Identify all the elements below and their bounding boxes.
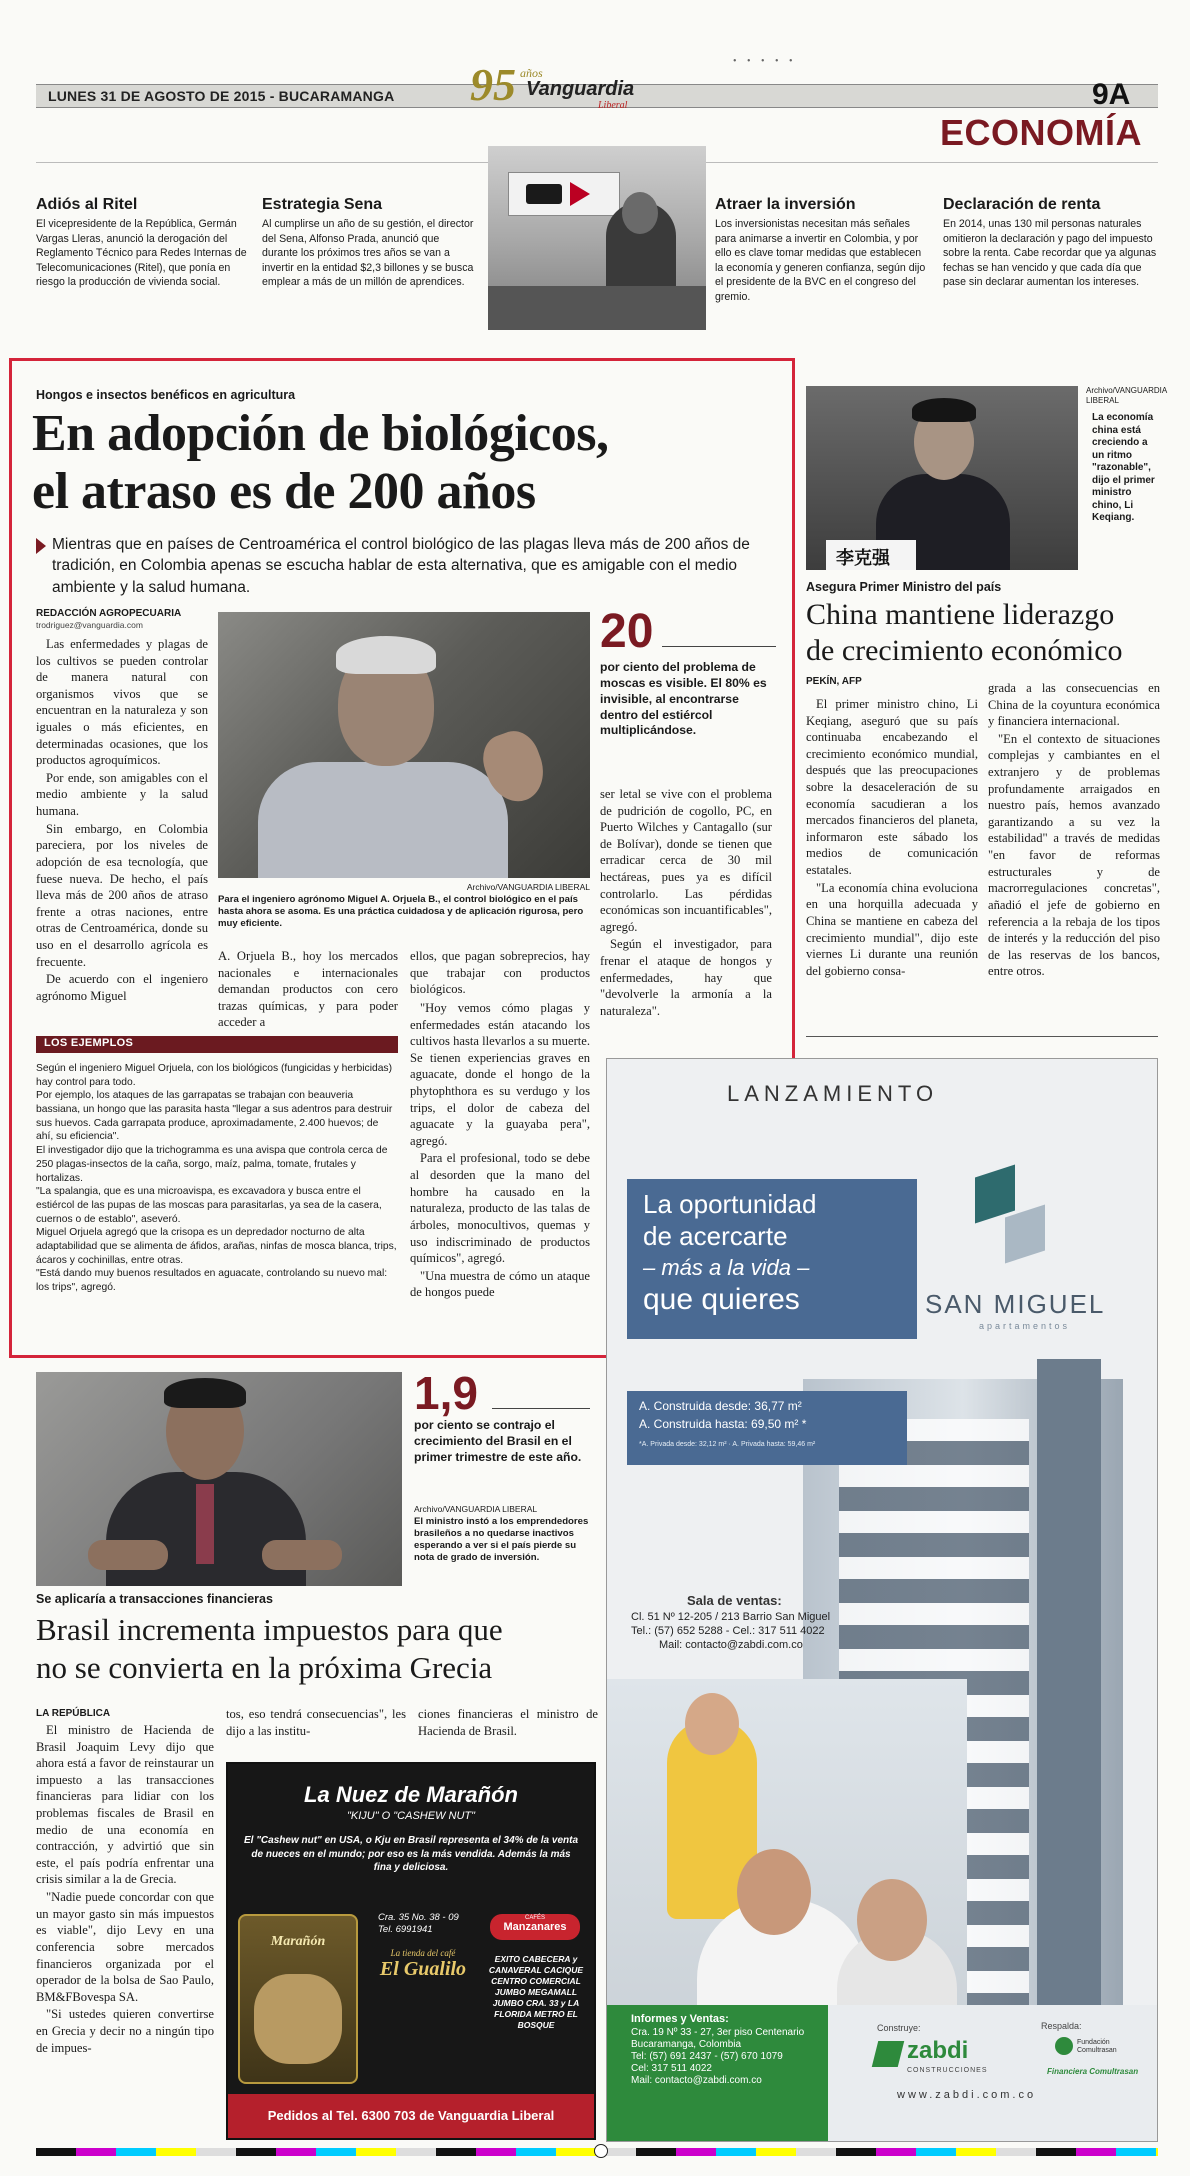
newspaper-logo [470,59,660,114]
ad-san-miguel[interactable] [606,1058,1158,2142]
sales-line-2: Tel.: (57) 652 5288 - Cel.: 317 511 4022 [631,1625,825,1637]
examples-box [36,1062,398,1295]
paragraph: El ministro de Hacienda de Brasil Joaquim Levy dijo que ahora está a favor de reinstaurar un impuesto a las transacciones financieras para lidiar con los problemas fiscales de Brasil en medio de una economía en contracción, y advirtió que sin este, el país podría enfrentar una crisis similar a la de Grecia. [36,1723,214,1887]
li-hair [912,398,976,422]
lectern [488,286,706,330]
li-photo-credit: Archivo/VANGUARDIA LIBERAL [1086,386,1167,405]
girl-head [685,1693,739,1755]
fundacion-label: Fundación Comultrasan [1077,2039,1117,2055]
box-paragraph: "La spalangia, que es una microavispa, es excavadora y busca entre el estiércol de las pupas de las moscas para parasitarlas, ya sea de la casera, cuernos o de establo", aseveró. [36,1186,382,1225]
main-lead: Mientras que en países de Centroamérica el control biológico de las plagas lleva más de 200 años de tradición, en Colombia apenas se escucha hablar de esta alternativa, que es amigable con el medio ambiente y la salud humana. [52,536,750,596]
ad-nuez-title: La Nuez de Marañón [304,1782,518,1807]
china-kicker: Asegura Primer Ministro del país [806,580,1002,594]
brasil-headline-2: no se convierta en la próxima Grecia [36,1650,493,1685]
sales-title: Sala de ventas: [687,1593,782,1608]
levy-hand-left [88,1540,168,1570]
woman-head [857,1879,927,1961]
paragraph: grada a las consecuencias en China de la coyuntura económica y financiera internacional. [988,681,1160,729]
area-note: *A. Privada desde: 32,12 m² · A. Privada hasta: 59,46 m² [639,1441,816,1448]
emblem-block-2 [1005,1205,1045,1264]
brief-title: Estrategia Sena [262,196,383,213]
stat-20-rule [662,646,776,647]
brief-title: Adiós al Ritel [36,196,138,213]
li-keqiang-photo [806,386,1078,570]
bvc-sign [508,172,620,216]
brasil-col-3 [418,1706,598,1740]
box-paragraph: Miguel Orjuela agregó que la crisopa es un depredador nocturno de alta adaptabilidad que se alimenta de áfidos, arañas, ninfas de mosca blanca, trips, ácaros y cochinillas, entre otras. [36,1227,397,1266]
san-miguel-emblem [975,1171,1045,1267]
main-email: trodriguez@vanguardia.com [36,620,143,630]
main-headline-1: En adopción de biológicos, [32,405,609,462]
orjuela-photo [218,612,590,878]
logo-name: Vanguardia [526,78,635,100]
levy-photo [36,1372,402,1586]
main-col-1 [36,636,208,1005]
brasil-col-2 [226,1706,406,1740]
paragraph: "Nadie puede concordar con que un mayor gasto sin más impuestos es viable", dijo Levy en una conferencia sobre mercados financieros organizada por el operador de la bolsa de Sao Paulo, BM&FBovespa SA. [36,1890,214,2004]
brasil-byline: LA REPÚBLICA [36,1708,111,1719]
manzanares-logo [490,1914,580,1940]
nut-bag-label: Marañón [270,1934,326,1949]
orjuela-photo-caption: Para el ingeniero agrónomo Miguel A. Orjuela B., el control biológico en el país hasta ahora se asoma. Es una práctica cuidadosa y de aplicación rigurosa, pero muy eficiente. [218,894,584,929]
box-paragraph: El investigador dijo que la trichogramma es una avispa que controla cerca de 250 plagas-insectos de la caña, sorgo, maíz, palma, tomate, frutales y hortalizas. [36,1145,388,1184]
china-col-2 [988,680,1160,981]
paragraph: A. Orjuela B., hoy los mercados nacionales e internacionales demandan productos con cero trazas químicas, y para poder acceder a [218,949,398,1030]
speaker-head [622,192,658,234]
paragraph: ser letal se vive con el problema de pudrición de cogollo, PC, en Puerto Wilches y Cantagallo (sur de Bolívar), donde se tienen que erradicar cerca de 30 mil hectáreas, pues ya es difícil controlarlo. Las pérdidas económicas son incuantificables", agregó. [600,787,772,934]
brief-ritel [36,196,251,290]
page-number: 9A [1092,78,1131,111]
paragraph: De acuerdo con el ingeniero agrónomo Miguel [36,972,208,1003]
slogan-line-4: que quieres [643,1283,800,1316]
logo-sub: Liberal [598,100,628,111]
bvc-sign-mark [526,184,562,204]
paragraph: Sin embargo, en Colombia pareciera, por los niveles de adopción de esa tecnología, que fuese nueva. De hecho, el país lleva más de 200 años de atraso frente a otras naciones, entre otras de Centroamérica, donde su uso en el desarrollo agrícola es frecuente. [36,821,208,969]
respalda-label: Respalda: [1041,2021,1082,2031]
nameplate-text: 李克强 [836,548,890,568]
info-line-2: Bucaramanga, Colombia [631,2039,742,2050]
ad-nuez-address-1: Cra. 35 No. 38 - 09 [378,1912,459,1923]
paragraph: "Hoy vemos cómo plagas y enfermedades están atacando los cultivos hasta llevarlos a su muerte. Se tienen experiencias graves en aguacate, donde el hongo de la phytophthora es su verdugo y los trips, el dolor de cabeza del aguacate y la guayaba pera", agregó. [410,1001,590,1148]
paragraph: ellos, que pagan sobreprecios, hay que trabajar con productos biológicos. [410,949,590,997]
slogan-line-2: de acercarte [643,1221,788,1251]
stat-20-number: 20 [600,605,654,658]
san-miguel-brand: SAN MIGUEL [925,1289,1106,1319]
main-col-2 [218,948,398,1032]
china-headline-2: de crecimiento económico [806,634,1123,667]
sales-line-1: Cl. 51 Nº 12-205 / 213 Barrio San Miguel [631,1611,831,1623]
box-paragraph: Por ejemplo, los ataques de las garrapatas se trabajan con beauveria bassiana, un hongo que las parasita hasta "llegar a sus adentros para destruir sus huevos. Cada garrapata produce, aproximadamente, 2.400 huevos; de ahí, su eficiencia". [36,1090,393,1143]
brief-body: Al cumplirse un año de su gestión, el director del Sena, Alfonso Prada, anunció que durante los próximos tres años se van a invertir en la entidad $2,3 billones y se busca emplear a más de un millón de aprendices. [262,218,474,289]
section-title: ECONOMÍA [940,112,1142,153]
zabdi-url[interactable]: www.zabdi.com.co [897,2089,1037,2101]
info-line-1: Cra. 19 Nº 33 - 27, 3er piso Centenario [631,2027,805,2038]
man-shirt [258,762,508,878]
brief-sena [262,196,474,290]
main-col-quote [410,1000,590,1302]
china-rule [806,1036,1158,1037]
paragraph: ciones financieras el ministro de Hacienda de Brasil. [418,1707,598,1738]
main-col-4 [600,786,772,1021]
ad-nuez-footer: Pedidos al Tel. 6300 703 de Vanguardia Liberal [267,2108,555,2123]
brief-title: Declaración de renta [943,196,1101,213]
brasil-col-1 [36,1722,214,2057]
zabdi-sub: CONSTRUCCIONES [907,2067,988,2074]
area-line-1: A. Construida desde: 36,77 m² [639,1399,802,1413]
nut-pile [254,1974,342,2064]
levy-tie [196,1484,214,1564]
stat-19-rule [492,1408,590,1409]
levy-hand-right [262,1540,342,1570]
slogan-line-1: La oportunidad [643,1189,817,1219]
brief-inversion [715,196,931,305]
china-byline: PEKÍN, AFP [806,676,862,687]
brief-body: El vicepresidente de la República, Germán Vargas Lleras, anunció la derogación del Reglamento Técnico para Redes Internas de Telecomunicaciones (Ritel), que ponía en riesgo la producción de vivienda social. [36,218,247,289]
san-miguel-sub: apartamentos [979,1321,1071,1331]
top-dots: • • • • • [733,56,797,67]
paragraph: "Si ustedes quieren convertirse en Grecia y decir no a ningún tipo de impues- [36,2007,214,2055]
zabdi-logo: zabdi [907,2037,969,2064]
bvc-photo [488,146,706,330]
ad-nuez-address-2: Tel. 6991941 [378,1924,433,1935]
main-byline: REDACCIÓN AGROPECUARIA [36,608,182,619]
stat-20-text: por ciento del problema de moscas es visible. El 80% es invisible, al encontrarse dentro del estiércol multiplicándose. [600,660,767,738]
emblem-block-1 [975,1165,1015,1224]
construye-label: Construye: [877,2023,921,2033]
ad-nuez-text: El "Cashew nut" en USA, o Kju en Brasil representa el 34% de la venta de nueces en el mundo; por eso es la más vendida. Además la más fina y deliciosa. [243,1835,579,1873]
box-paragraph: Según el ingeniero Miguel Orjuela, con los biológicos (fungicidas y herbicidas) hay control para todo. [36,1063,393,1088]
paragraph: Para el profesional, todo se debe al desorden que la mano del hombre ha causado en la naturaleza, producto de las talas de árboles, monocultivos, quemas y uso indiscriminado de productos químicos", agregó. [410,1151,590,1266]
brief-title: Atraer la inversión [715,196,856,213]
logo-anos: años [520,66,543,80]
brief-renta [943,196,1159,290]
paragraph: Según el investigador, para frenar el ataque de hongos y enfermedades, hay que "devolverle la armonía a la naturaleza". [600,937,772,1018]
lead-marker [36,538,46,554]
paragraph: "La economía china evoluciona en una horquilla adecuada y China se mantiene en cabeza del crecimiento mundial", dijo este viernes Li durante una reunión del gobierno consa- [806,880,978,978]
info-line-3: Tel: (57) 691 2437 - (57) 670 1079 [631,2051,783,2062]
logo-years: 95 [470,59,516,110]
brasil-headline-1: Brasil incrementa impuestos para que [36,1612,503,1647]
gualilo-tagline: La tienda del café [390,1948,456,1958]
manzanares-name: Manzanares [503,1921,567,1933]
header-date: LUNES 31 DE AGOSTO DE 2015 - BUCARAMANGA [48,88,395,104]
gualilo-name: El Gualilo [379,1958,467,1980]
ad-nuez-subtitle: "KIJU" O "CASHEW NUT" [346,1810,476,1822]
paragraph: Las enfermedades y plagas de los cultivos se pueden controlar de manera natural con organismos vivos que se encuentran en la naturaleza y son iguales o más eficientes, en determinadas ocasiones, que los productos agroquímicos. [36,637,208,768]
man-figure-head [737,1849,811,1935]
financiera-label: Financiera Comultrasan [1047,2067,1139,2076]
ad-nuez-stores: EXITO CABECERA y CANAVERAL CACIQUE CENTRO COMERCIAL JUMBO MEGAMALL JUMBO CRA. 33 y LA FLORIDA METRO EL BOSQUE [488,1954,584,2031]
man-hair [336,636,436,674]
manzanares-tag: CAFÉS [524,1915,545,1921]
orjuela-photo-credit: Archivo/VANGUARDIA LIBERAL [466,882,590,892]
fundacion-icon [1055,2037,1073,2055]
ad-banner: LANZAMIENTO [727,1081,939,1106]
levy-photo-caption: El ministro instó a los emprendedores brasileños a no quedarse inactivos esperando a ver si el país pierde su nota de grado de inversión. [414,1516,589,1563]
slogan-line-3: – más a la vida – [643,1255,810,1280]
bvc-sign-arrow [570,182,590,206]
main-kicker: Hongos e insectos benéficos en agricultura [36,388,296,402]
china-col-1 [806,696,978,980]
li-photo-caption: La economía china está creciendo a un ritmo "razonable", dijo el primer ministro chino, Li Keqiang. [1092,412,1155,523]
brief-body: En 2014, unas 130 mil personas naturales omitieron la declaración y pago del impuesto sobre la renta. Cabe recordar que ya algunas fechas se han vencido y que cada día que pase sin declarar aumentan los intereses. [943,218,1157,289]
paragraph: "En el contexto de situaciones complejas y cambiantes en el extranjero y de problemas profundamente arraigados en nuestro país, hemos avanzado garantizando a su vez la estabilidad" a través de medidas "en favor de reformas estructurales y de macrorregulaciones concretas", añadió el jefe de gobierno en referencia a la rebaja de los tipos de interés y la reducción del piso de las reservas de los bancos, entre otros. [988,731,1160,979]
stat-19-text: por ciento se contrajo el crecimiento del Brasil en el primer trimestre de este año. [414,1418,582,1464]
china-headline-1: China mantiene liderazgo [806,598,1115,631]
main-headline-2: el atraso es de 200 años [32,463,536,520]
info-line-4: Cel: 317 511 4022 [631,2063,712,2074]
registration-mark [594,2144,608,2158]
brief-body: Los inversionistas necesitan más señales para animarse a invertir en Colombia, y por ello es clave tomar medidas que establecen la economía y generen confianza, según dijo el presidente de la BVC en el congreso del gremio. [715,218,926,304]
levy-photo-credit: Archivo/VANGUARDIA LIBERAL [414,1504,538,1514]
paragraph: El primer ministro chino, Li Keqiang, aseguró que su país continuaba encabezando el crecimiento económico mundial, después que las preocupaciones sobre la desaceleración de su economía sacudieran a los mercados financieros del planeta, informaron este sábado los medios de comunicación estatales. [806,697,978,878]
levy-hair [164,1378,246,1408]
paragraph: tos, eso tendrá consecuencias", les dijo a las institu- [226,1707,406,1738]
ad-nuez[interactable] [226,1762,596,2140]
area-line-2: A. Construida hasta: 69,50 m² * [639,1417,807,1431]
sales-line-3: Mail: contacto@zabdi.com.co [659,1639,803,1651]
box-paragraph: "Está dando muy buenos resultados en aguacate, controlando su nuevo mal: los trips", agregó. [36,1268,388,1293]
info-line-5: Mail: contacto@zabdi.com.co [631,2075,762,2086]
main-col-3 [410,948,590,999]
paragraph: "Una muestra de cómo un ataque de hongos puede [410,1268,590,1300]
box-title: LOS EJEMPLOS [44,1037,134,1049]
gualilo-logo [368,1948,478,1998]
paragraph: Por ende, son amigables con el medio ambiente y la salud humana. [36,770,208,819]
brasil-kicker: Se aplicaría a transacciones financieras [36,1592,273,1606]
info-title: Informes y Ventas: [631,2013,729,2025]
stat-19-number: 1,9 [414,1367,478,1419]
